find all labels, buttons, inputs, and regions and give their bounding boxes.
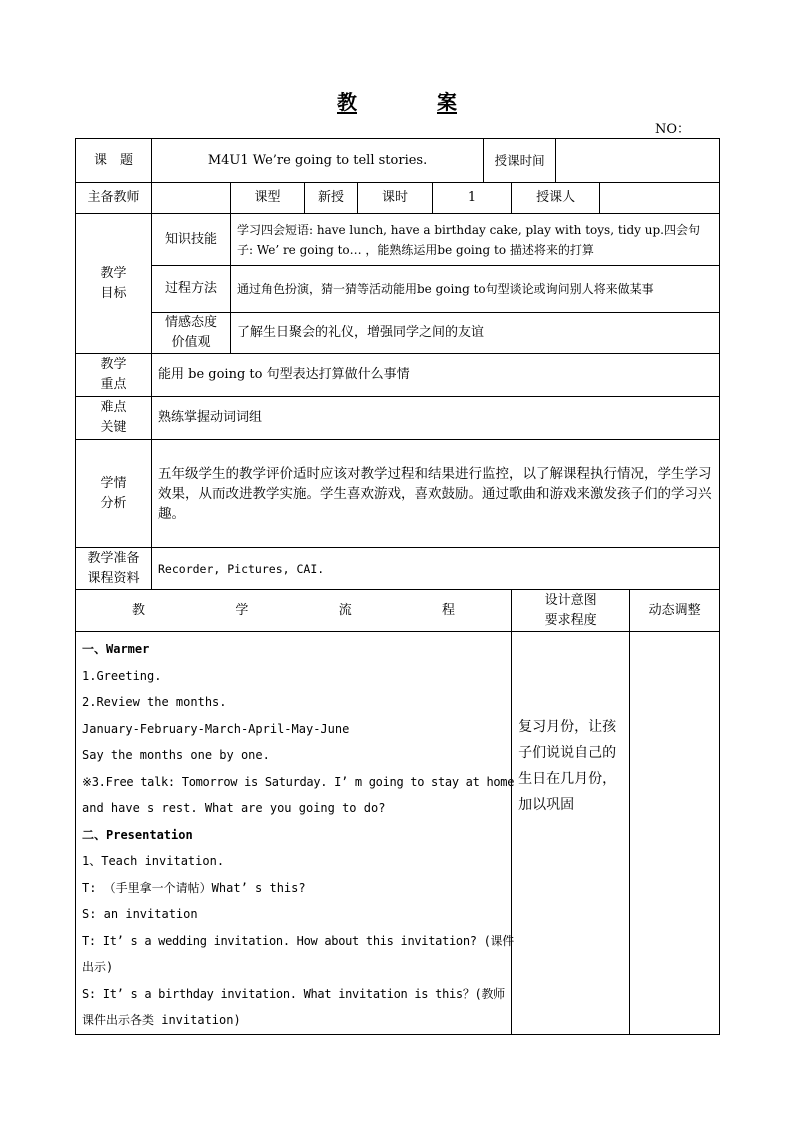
flow-header-c2: 学 [235,602,249,618]
flow-line: T: It’ s a wedding invitation. How about this invitation? (课件 [82,933,514,948]
flow-line: S: an invitation [82,907,198,921]
design-header-a: 设计意图 [544,592,597,608]
lesson-plan-table [75,138,720,1035]
focus-text: 能用 be going to 句型表达打算做什么事情 [152,354,720,397]
lecturer-label: 授课人 [512,183,600,214]
process-text: 通过角色扮演，猜一猜等活动能用be going to句型谈论或询问别人将来做某事 [231,266,720,313]
objectives-label [76,214,152,354]
period-label: 课时 [358,183,433,214]
process-label: 过程方法 [152,266,231,313]
focus-label [76,354,152,397]
row-flow-body [76,632,720,1035]
design-header [512,590,630,632]
flow-line: 课件出示各类 invitation) [82,1013,241,1027]
number-label: NO： [655,122,691,137]
difficulty-label-b: 关键 [100,420,127,435]
row-emotion [76,313,720,354]
adjust-header: 动态调整 [630,590,720,632]
lecturer-value [600,183,720,214]
prep-label [76,548,152,590]
emotion-label [152,313,231,354]
time-value [556,139,720,183]
row-flow-header [76,590,720,632]
flow-line: 二、Presentation [82,827,193,842]
flow-line: 1、Teach invitation. [82,854,225,868]
focus-label-b: 重点 [100,377,127,392]
objectives-label-a: 教学 [100,265,127,281]
emotion-text: 了解生日聚会的礼仪，增强同学之间的友谊 [231,313,720,354]
flow-line: and have s rest. What are you going to do? [82,801,386,815]
teacher-label: 主备教师 [76,183,152,214]
flow-header [76,590,512,632]
time-label: 授课时间 [484,139,556,183]
emotion-label-a: 情感态度 [164,315,217,330]
difficulty-text: 熟练掌握动词词组 [152,397,720,440]
topic-value: M4U1 We’re going to tell stories. [152,139,484,183]
flow-line: 出示) [82,960,114,974]
row-topic [76,139,720,183]
flow-header-c3: 流 [338,602,352,618]
flow-line: ※3.Free talk: Tomorrow is Saturday. I’ m going to stay at home [82,774,515,789]
flow-line: T: （手里拿一个请帖）What’ s this? [82,880,306,895]
knowledge-label: 知识技能 [152,214,231,266]
title-char-b: 案 [437,90,457,114]
prep-label-b: 课程资料 [87,570,140,586]
type-label: 课型 [231,183,305,214]
row-prep [76,548,720,590]
title-char-a: 教 [337,90,357,114]
knowledge-text: 学习四会短语: have lunch, have a birthday cake, play with toys, tidy up.四会句子: We’ re going to… ，能熟练运用be going to 描述将来的打算 [231,214,720,266]
teacher-value [152,183,231,214]
document-title [0,86,794,115]
row-process [76,266,720,313]
adjust-content [630,632,720,1035]
row-difficulty [76,397,720,440]
prep-label-a: 教学准备 [87,550,140,566]
row-teacher [76,183,720,214]
analysis-label [76,440,152,548]
focus-label-a: 教学 [100,357,127,372]
flow-line: 2.Review the months. [82,695,227,709]
difficulty-label-a: 难点 [100,400,127,415]
design-header-b: 要求程度 [544,612,597,628]
row-analysis [76,440,720,548]
row-focus [76,354,720,397]
flow-line: January-February-March-April-May-June [82,721,350,736]
emotion-label-b: 价值观 [171,335,211,350]
flow-header-c4: 程 [442,602,456,618]
flow-content [76,632,515,1035]
flow-header-c1: 教 [132,602,146,618]
prep-text: Recorder, Pictures, CAI. [152,548,720,590]
analysis-text: 五年级学生的教学评价适时应该对教学过程和结果进行监控，以了解课程执行情况，学生学习效果，从而改进教学实施。学生喜欢游戏，喜欢鼓励。通过歌曲和游戏来激发孩子们的学习兴趣。 [152,440,720,548]
design-content: 复习月份，让孩子们说说自己的生日在几月份，加以巩固 [512,632,630,1035]
type-value: 新授 [305,183,358,214]
analysis-label-b: 分析 [100,495,127,511]
flow-line: 1.Greeting. [82,668,162,683]
objectives-label-b: 目标 [100,285,127,301]
difficulty-label [76,397,152,440]
topic-label: 课 题 [76,139,152,183]
row-knowledge [76,214,720,266]
flow-line: S: It’ s a birthday invitation. What invitation is this？(教师 [82,986,505,1001]
analysis-label-a: 学情 [100,475,127,491]
period-value: 1 [433,183,512,214]
flow-line: Say the months one by one. [82,748,270,762]
flow-line: 一、Warmer [82,642,150,656]
